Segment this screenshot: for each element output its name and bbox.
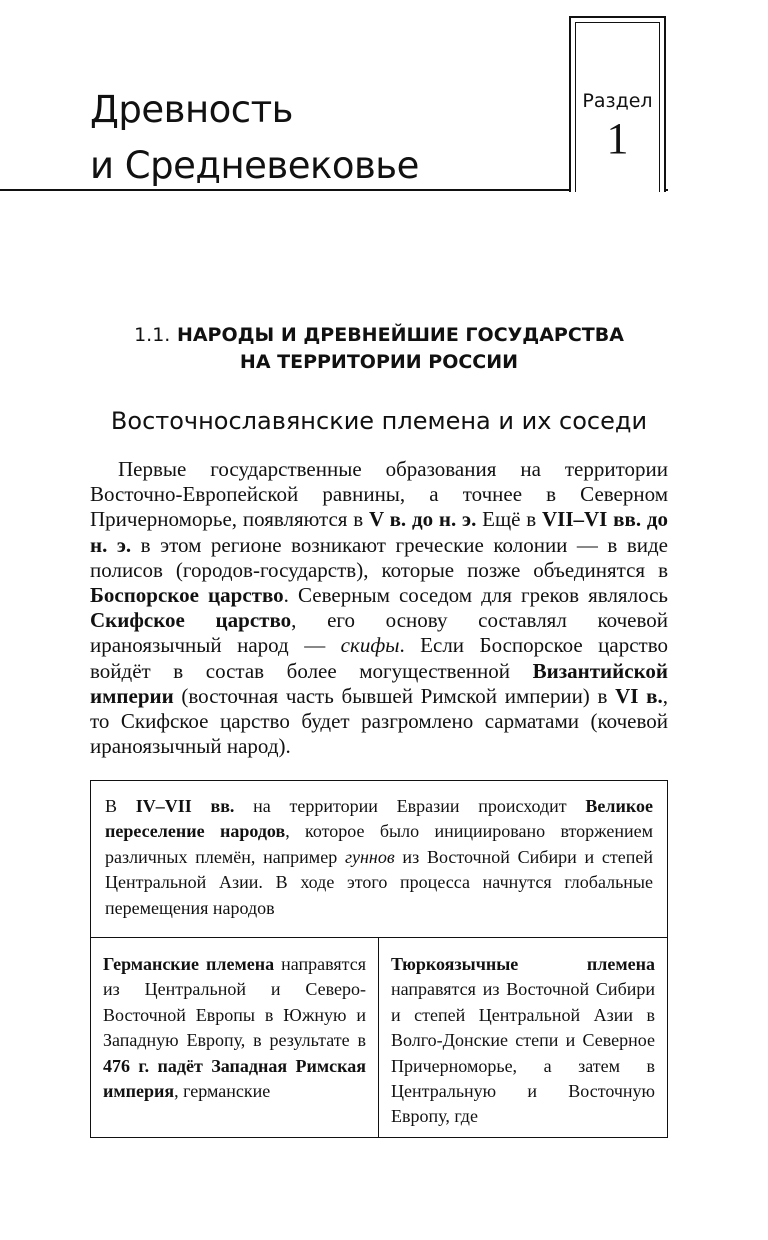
table-right-text: Тюркоязычные племена направятся из Восточной Сибири и степей Центральной Азии в Волго-Донские степи и Северное Причерноморье, а затем в Центральную и Восточную Европу, где: [391, 954, 655, 1127]
emphasis-date: V в. до н. э.: [368, 507, 477, 532]
emphasis-italic: скифы: [340, 633, 400, 658]
table-right-cell: [379, 938, 667, 1137]
table-top-cell: [91, 781, 667, 938]
header-rule: [0, 189, 668, 191]
section-heading: [90, 322, 668, 376]
section-heading-number: 1.1.: [134, 324, 171, 346]
emphasis-term: Боспорское царство: [90, 583, 284, 608]
table-left-text: Германские племена направятся из Центральной и Северо-Восточной Европы в Южную и Западную Европу, в результате в 476 г. падёт Западная Римская империя, германские: [103, 954, 366, 1102]
emphasis-date: VII–VI вв. до н. э.: [90, 507, 669, 557]
emphasis-term: Скифское царство: [90, 608, 292, 633]
section-heading-line2: НА ТЕРРИТОРИИ РОССИИ: [239, 351, 519, 373]
chapter-title-line2: и Средневековье: [90, 144, 419, 187]
section-heading-line1: НАРОДЫ И ДРЕВНЕЙШИЕ ГОСУДАРСТВА: [176, 324, 624, 346]
emphasis-date: VI в.: [615, 683, 663, 708]
intro-paragraph: Первые государственные образования на территории Восточно-Европейской равнины, а точнее в Северном Причерноморье, появляются в V в. до н. э. Ещё в VII–VI вв. до н. э. в этом регионе возникают греческие колонии — в виде полисов (городов-государств), которые позже объединятся в Боспорское царство. Северным соседом для греков являлось Скифское царство, его основу составлял кочевой ираноязычный народ — скифы. Если Боспорское царство войдёт в состав более могущественной Византийской империи (восточная часть бывшей Римской империи) в VI в., то Скифское царство будет разгромлено сарматами (кочевой ираноязычный народ).: [90, 457, 669, 759]
section-number: 1: [606, 114, 629, 163]
section-label: Раздел: [582, 90, 653, 112]
section-box: [569, 16, 666, 192]
subsection-heading: Восточнославянские племена и их соседи: [110, 407, 648, 435]
body-text: [90, 457, 668, 759]
chapter-title-line1: Древность: [90, 88, 293, 131]
table-top-text: В IV–VII вв. на территории Евразии происходит Великое переселение народов, которое было инициировано вторжением различных племён, например гуннов из Восточной Сибири и степей Центральной Азии. В ходе этого процесса начнутся глобальные перемещения народов: [105, 796, 653, 918]
emphasis-term: Византийской империи: [90, 658, 668, 708]
info-table: [90, 780, 668, 1138]
chapter-title: [90, 82, 419, 194]
table-left-cell: [91, 938, 379, 1137]
